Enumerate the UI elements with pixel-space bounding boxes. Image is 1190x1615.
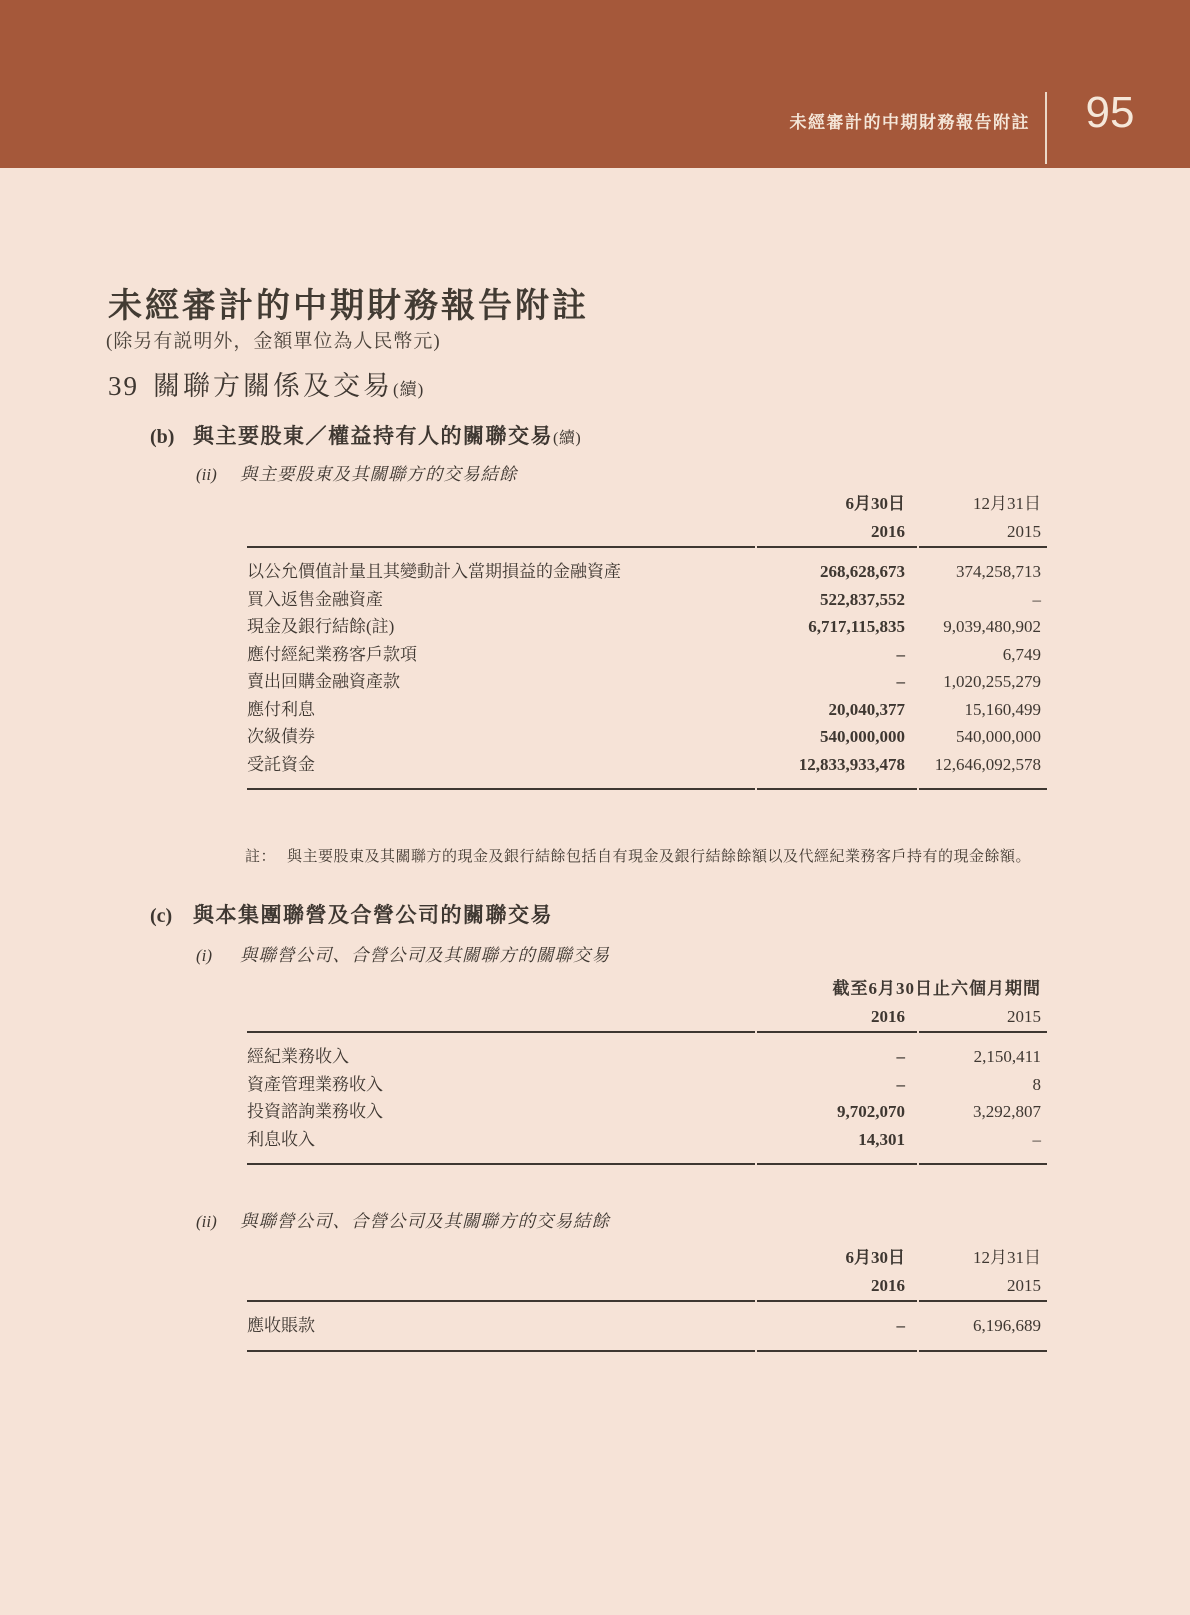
value-2016: –: [896, 644, 905, 664]
document-title: 未經審計的中期財務報告附註: [108, 288, 589, 325]
subsection-c-ii-title: 與聯營公司、合營公司及其關聯方的交易結餘: [240, 1211, 610, 1231]
row-label: 賣出回購金融資產款: [247, 672, 400, 691]
table-row: [247, 586, 1047, 614]
section-continued: (續): [393, 380, 425, 399]
section-number: 39: [108, 371, 139, 401]
subsection-b-title: 與主要股東／權益持有人的關聯交易: [193, 424, 553, 448]
row-label: 投資諮詢業務收入: [247, 1102, 383, 1121]
subsection-c-heading: [150, 899, 553, 929]
value-2016: 268,628,673: [820, 562, 905, 581]
row-label: 買入返售金融資產: [247, 589, 383, 609]
value-2015: 6,196,689: [919, 1302, 1047, 1352]
value-2015: 15,160,499: [964, 699, 1041, 719]
value-2016: 6,717,115,835: [808, 617, 905, 636]
transactions-associates-table: [245, 975, 1049, 1165]
value-2015: 3,292,807: [973, 1102, 1041, 1121]
value-2015: 9,039,480,902: [943, 617, 1041, 636]
row-label: 次級債券: [247, 727, 315, 746]
column-date-2016: 6月30日: [845, 494, 905, 513]
table-row: [247, 723, 1047, 751]
value-2016: 522,837,552: [820, 589, 905, 609]
row-label: 以公允價值計量且其變動計入當期損益的金融資產: [247, 562, 621, 581]
empty-header-cell: [247, 1003, 755, 1033]
table-row: [247, 1071, 1047, 1099]
table-footnote: [245, 845, 1031, 866]
subsection-b-heading: [150, 420, 581, 450]
document-subtitle: (除另有説明外，金額單位為人民幣元): [106, 331, 441, 352]
table-row: [247, 696, 1047, 724]
value-2015: 2,150,411: [973, 1047, 1041, 1066]
balances-associates-table: [245, 1244, 1049, 1352]
table-row: [247, 548, 1047, 586]
column-year-2015: 2015: [919, 1003, 1047, 1033]
column-year-2016: 2016: [757, 518, 917, 548]
value-2016: 9,702,070: [837, 1102, 905, 1121]
value-2015: 6,749: [1002, 644, 1041, 664]
value-2016: 20,040,377: [828, 699, 905, 719]
column-year-2016: 2016: [757, 1003, 917, 1033]
value-2015: –: [1032, 589, 1041, 609]
column-date-2015: 12月31日: [973, 494, 1041, 513]
column-date-2016: 6月30日: [845, 1248, 905, 1267]
table-row: [247, 1126, 1047, 1166]
table-row: [247, 1033, 1047, 1071]
row-label: 現金及銀行結餘(註): [247, 617, 395, 636]
subsection-b-ii-label: (ii): [196, 465, 217, 484]
section-title: 關聯方關係及交易: [153, 371, 393, 401]
subsection-c-i-heading: [196, 942, 610, 967]
value-2015: –: [919, 1126, 1047, 1166]
table-row: [247, 641, 1047, 669]
subsection-c-label: (c): [150, 905, 173, 927]
value-2016: 14,301: [757, 1126, 917, 1166]
empty-header-cell: [247, 975, 755, 1003]
header-band: [0, 0, 1190, 168]
column-year-2015: 2015: [919, 1272, 1047, 1302]
value-2016: 12,833,933,478: [757, 751, 917, 791]
row-label: 資產管理業務收入: [247, 1074, 383, 1094]
table-row: [247, 668, 1047, 696]
subsection-c-ii-label: (ii): [196, 1212, 217, 1231]
subsection-c-i-label: (i): [196, 946, 213, 965]
table-row: [247, 613, 1047, 641]
row-label: 應付利息: [247, 699, 315, 719]
page-number: 95: [1085, 88, 1135, 137]
footnote-label: 註：: [245, 849, 277, 865]
balances-major-shareholders-table: [245, 490, 1049, 790]
value-2015: 1,020,255,279: [943, 672, 1041, 691]
empty-header-cell: [247, 1244, 755, 1272]
subsection-c-title: 與本集團聯營及合營公司的關聯交易: [193, 903, 553, 927]
value-2016: –: [757, 1302, 917, 1352]
column-year-2015: 2015: [919, 518, 1047, 548]
empty-header-cell: [247, 490, 755, 518]
row-label: 經紀業務收入: [247, 1047, 349, 1066]
running-header-title: 未經審計的中期財務報告附註: [789, 113, 1030, 132]
row-label: 利息收入: [247, 1126, 755, 1166]
row-label: 受託資金: [247, 751, 755, 791]
empty-header-cell: [247, 518, 755, 548]
subsection-c-ii-heading: [196, 1208, 610, 1233]
table-row: [247, 1098, 1047, 1126]
footnote-text: 與主要股東及其關聯方的現金及銀行結餘包括自有現金及銀行結餘餘額以及代經紀業務客戶持有的現金餘額。: [287, 849, 1032, 865]
header-divider: [1045, 92, 1047, 164]
subsection-b-continued: (續): [553, 430, 582, 447]
value-2016: –: [896, 1074, 905, 1094]
value-2015: 8: [1032, 1074, 1041, 1094]
value-2016: –: [896, 1047, 905, 1066]
section-39-heading: [108, 364, 424, 403]
subsection-b-label: (b): [150, 426, 175, 448]
period-header: 截至6月30日止六個月期間: [832, 979, 1041, 998]
value-2015: 540,000,000: [956, 727, 1041, 746]
subsection-b-ii-heading: [196, 461, 518, 486]
subsection-b-ii-title: 與主要股東及其關聯方的交易結餘: [240, 464, 518, 484]
table-row: [247, 751, 1047, 791]
value-2015: 12,646,092,578: [919, 751, 1047, 791]
value-2016: 540,000,000: [820, 727, 905, 746]
value-2015: 374,258,713: [956, 562, 1041, 581]
row-label: 應收賬款: [247, 1302, 755, 1352]
column-date-2015: 12月31日: [973, 1248, 1041, 1267]
value-2016: –: [896, 672, 905, 691]
table-row: [247, 1302, 1047, 1352]
empty-header-cell: [247, 1272, 755, 1302]
subsection-c-i-title: 與聯營公司、合營公司及其關聯方的關聯交易: [240, 945, 610, 965]
column-year-2016: 2016: [757, 1272, 917, 1302]
row-label: 應付經紀業務客戶款項: [247, 644, 417, 664]
